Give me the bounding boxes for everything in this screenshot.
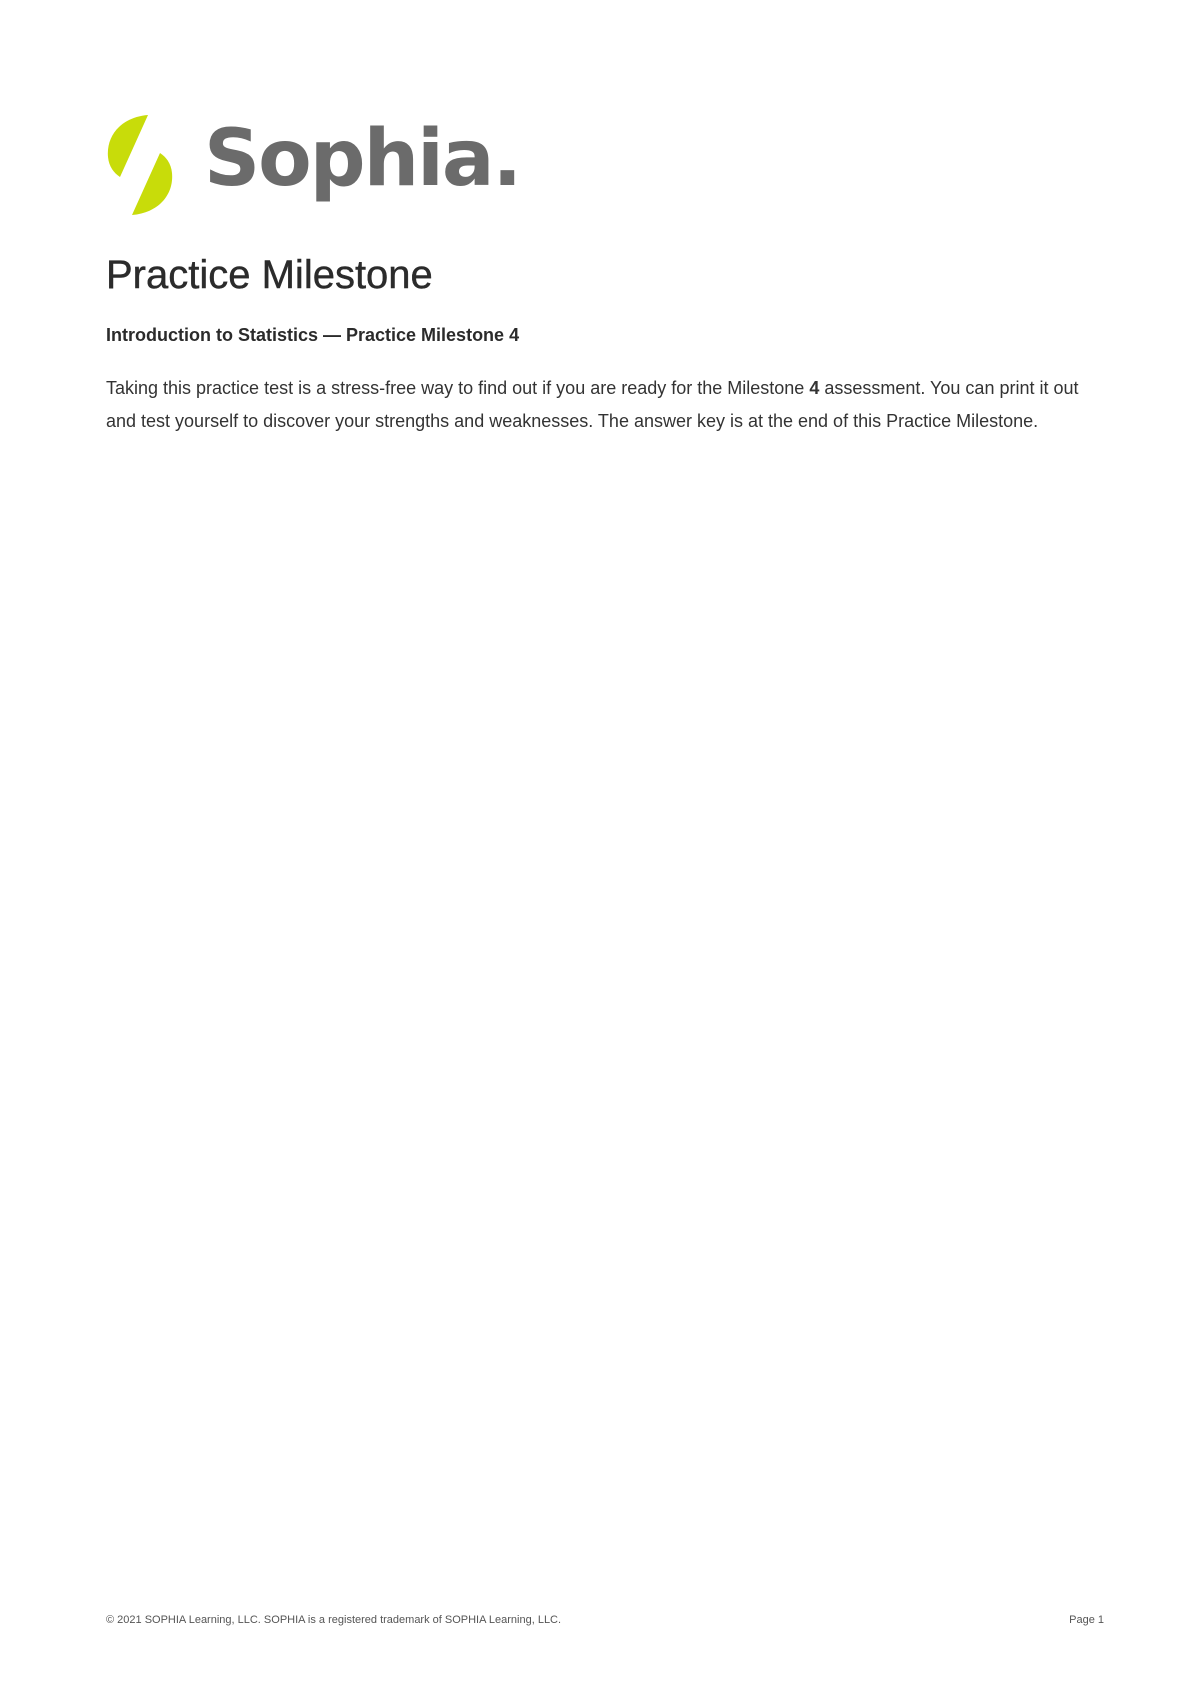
intro-paragraph (106, 372, 1096, 438)
document-subtitle: Introduction to Statistics — Practice Milestone 4 (106, 325, 520, 345)
intro-text-part2: assessment. You can print it out and test yourself to discover your strengths and weaknesses. The answer key is at the end of this Practice Milestone. (106, 378, 1079, 431)
sophia-wordmark (204, 114, 521, 204)
page-title: Practice Milestone (106, 253, 433, 297)
brand-name: Sophia (204, 114, 493, 204)
sophia-logo (104, 113, 520, 217)
footer-copyright: © 2021 SOPHIA Learning, LLC. SOPHIA is a registered trademark of SOPHIA Learning, LLC. (106, 1614, 562, 1626)
page-number: Page 1 (1069, 1614, 1104, 1626)
brand-dot: . (492, 114, 521, 204)
page-footer (106, 1614, 1104, 1626)
intro-text-part1: Taking this practice test is a stress-free way to find out if you are ready for the Milestone (106, 378, 810, 398)
sophia-leaf-logo-icon (104, 113, 176, 217)
milestone-number: 4 (809, 378, 820, 398)
